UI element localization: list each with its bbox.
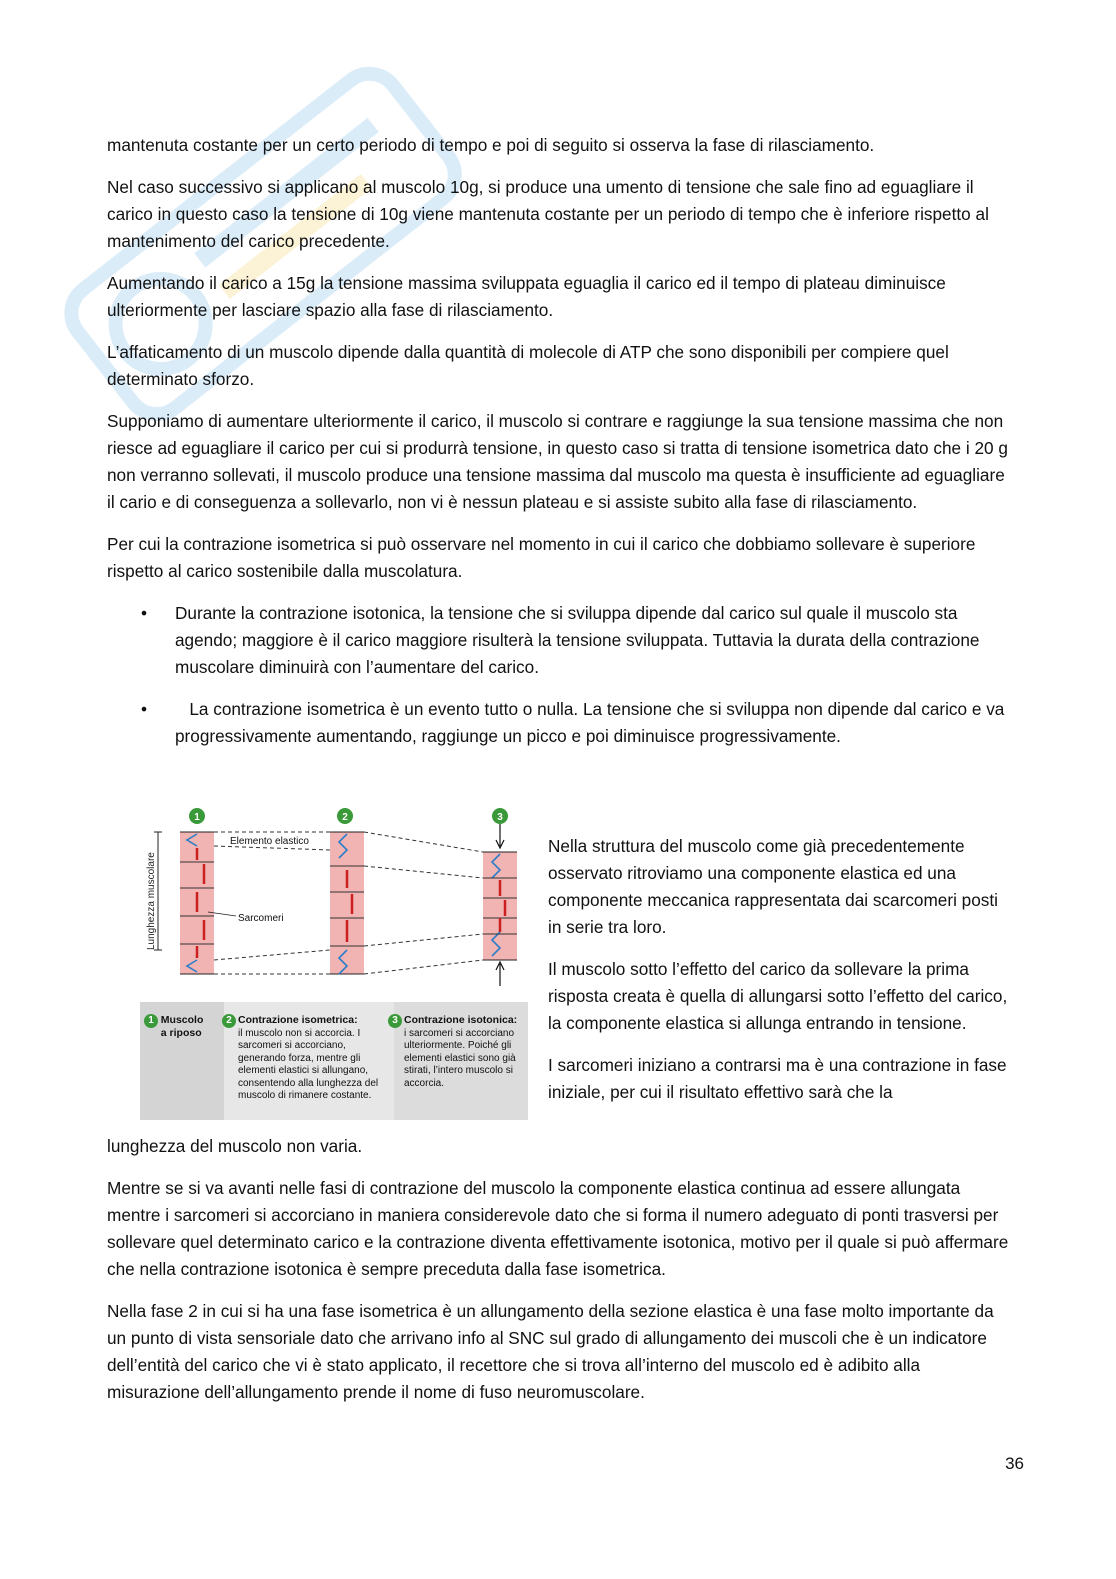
- text-block-top: [107, 132, 1017, 765]
- text-block-side: [548, 833, 1008, 1106]
- sarcomere-diagram: [140, 800, 530, 1000]
- page-number: 36: [1005, 1454, 1024, 1473]
- bullet-item: [107, 600, 1017, 681]
- caption-isotonic: 3 Contrazione isotonica: i sarcomeri si accorciano ulteriormente. Poiché gli elementi elastici sono già stirati, l’intero muscolo si accorcia.: [388, 1014, 526, 1090]
- paragraph: Il muscolo sotto l’effetto del carico da sollevare la prima risposta creata è quella di allungarsi sotto l’effetto del carico, la componente elastica si allunga entrando in tensione.: [548, 959, 1008, 1033]
- caption-isometric: 2 Contrazione isometrica: il muscolo non si accorcia. I sarcomeri si accorciano, generando forza, mentre gli elementi elastici si allungano, consentendo alla lunghezza del muscolo di rimanere costante.: [222, 1014, 392, 1103]
- isotonic-contraction: [483, 824, 517, 986]
- paragraph: I sarcomeri iniziano a contrarsi ma è una contrazione in fase iniziale, per cui il risultato effettivo sarà che la: [548, 1055, 1007, 1102]
- step-number-1: [189, 808, 205, 824]
- bullet-text: La contrazione isometrica è un evento tutto o nulla. La tensione che si sviluppa non dipende dal carico e va progressivamente aumentando, raggiunge un picco e poi diminuisce progressivamente.: [175, 699, 1010, 746]
- svg-text:2: 2: [342, 812, 348, 823]
- paragraph: Per cui la contrazione isometrica si può osservare nel momento in cui il carico che dobbiamo sollevare è superiore rispetto al carico sostenibile dalla muscolatura.: [107, 534, 976, 581]
- bullet-symbol: •: [141, 699, 148, 719]
- text-block-bottom: [107, 1133, 1017, 1421]
- svg-text:1: 1: [194, 812, 200, 823]
- step-number-3: [492, 808, 508, 824]
- paragraph: Nel caso successivo si applicano al muscolo 10g, si produce una umento di tensione che sale fino ad eguagliare il carico in questo caso la tensione di 10g viene mantenuta costante per un periodo di tempo che è inferiore rispetto al mantenimento del carico precedente.: [107, 177, 989, 251]
- isometric-contraction: [330, 832, 364, 974]
- paragraph: Mentre se si va avanti nelle fasi di contrazione del muscolo la componente elastica continua ad essere allungata mentre i sarcomeri si accorciano in maniera considerevole dato che si forma il numero adeguato di ponti trasversi per sollevare quel determinato carico e la contrazione diventa effettivamente isotonica, motivo per il quale si può affermare che nella contrazione isotonica è sempre preceduta dalla fase isometrica.: [107, 1178, 1009, 1279]
- paragraph: Aumentando il carico a 15g la tensione massima sviluppata eguaglia il carico ed il tempo di plateau diminuisce ulteriormente per lasciare spazio alla fase di rilasciamento.: [107, 273, 946, 320]
- paragraph: Nella fase 2 in cui si ha una fase isometrica è un allungamento della sezione elastica è una fase molto importante da un punto di vista sensoriale dato che arrivano info al SNC sul grado di allungamento dei muscoli che è un indicatore dell’entità del carico che vi è stato applicato, il recettore che si trova all’interno del muscolo ed è adibito alla misurazione dell’allungamento prende il nome di fuso neuromuscolare.: [107, 1301, 994, 1402]
- bullet-item: [107, 696, 1017, 750]
- label-elastic-element: Elemento elastico: [230, 836, 309, 847]
- paragraph: Nella struttura del muscolo come già precedentemente osservato ritroviamo una componente elastica ed una componente meccanica rappresentata dai scarcomeri posti in serie tra loro.: [548, 836, 998, 937]
- bullet-text: Durante la contrazione isotonica, la tensione che si sviluppa dipende dal carico sul quale il muscolo sta agendo; maggiore è il carico maggiore risulterà la tensione sviluppata. Tuttavia la durata della contrazione muscolare diminuirà con l’aumentare del carico.: [175, 603, 980, 677]
- muscle-at-rest: [180, 832, 214, 974]
- length-axis: [146, 832, 162, 950]
- bullet-symbol: •: [141, 603, 148, 623]
- svg-text:Lunghezza muscolare: Lunghezza muscolare: [146, 852, 157, 950]
- svg-text:3: 3: [497, 812, 503, 823]
- muscle-contraction-figure: [140, 800, 530, 1125]
- figure-caption: [140, 1002, 528, 1120]
- caption-rest: 1 Muscolo a riposo: [144, 1014, 220, 1039]
- label-sarcomeres: Sarcomeri: [238, 913, 284, 924]
- paragraph: mantenuta costante per un certo periodo di tempo e poi di seguito si osserva la fase di rilasciamento.: [107, 135, 875, 155]
- step-number-2: [337, 808, 353, 824]
- paragraph: lunghezza del muscolo non varia.: [107, 1136, 363, 1156]
- paragraph: Supponiamo di aumentare ulteriormente il carico, il muscolo si contrare e raggiunge la sua tensione massima che non riesce ad eguagliare il carico per cui si produrrà tensione, in questo caso si tratta di tensione isometrica dato che i 20 g non verranno sollevati, il muscolo produce una tensione massima dal muscolo ma questa è insufficiente ad eguagliare il cario e di conseguenza a sollevarlo, non vi è nessun plateau e si assiste subito alla fase di rilasciamento.: [107, 411, 1008, 512]
- paragraph: L’affaticamento di un muscolo dipende dalla quantità di molecole di ATP che sono disponibili per compiere quel determinato sforzo.: [107, 342, 949, 389]
